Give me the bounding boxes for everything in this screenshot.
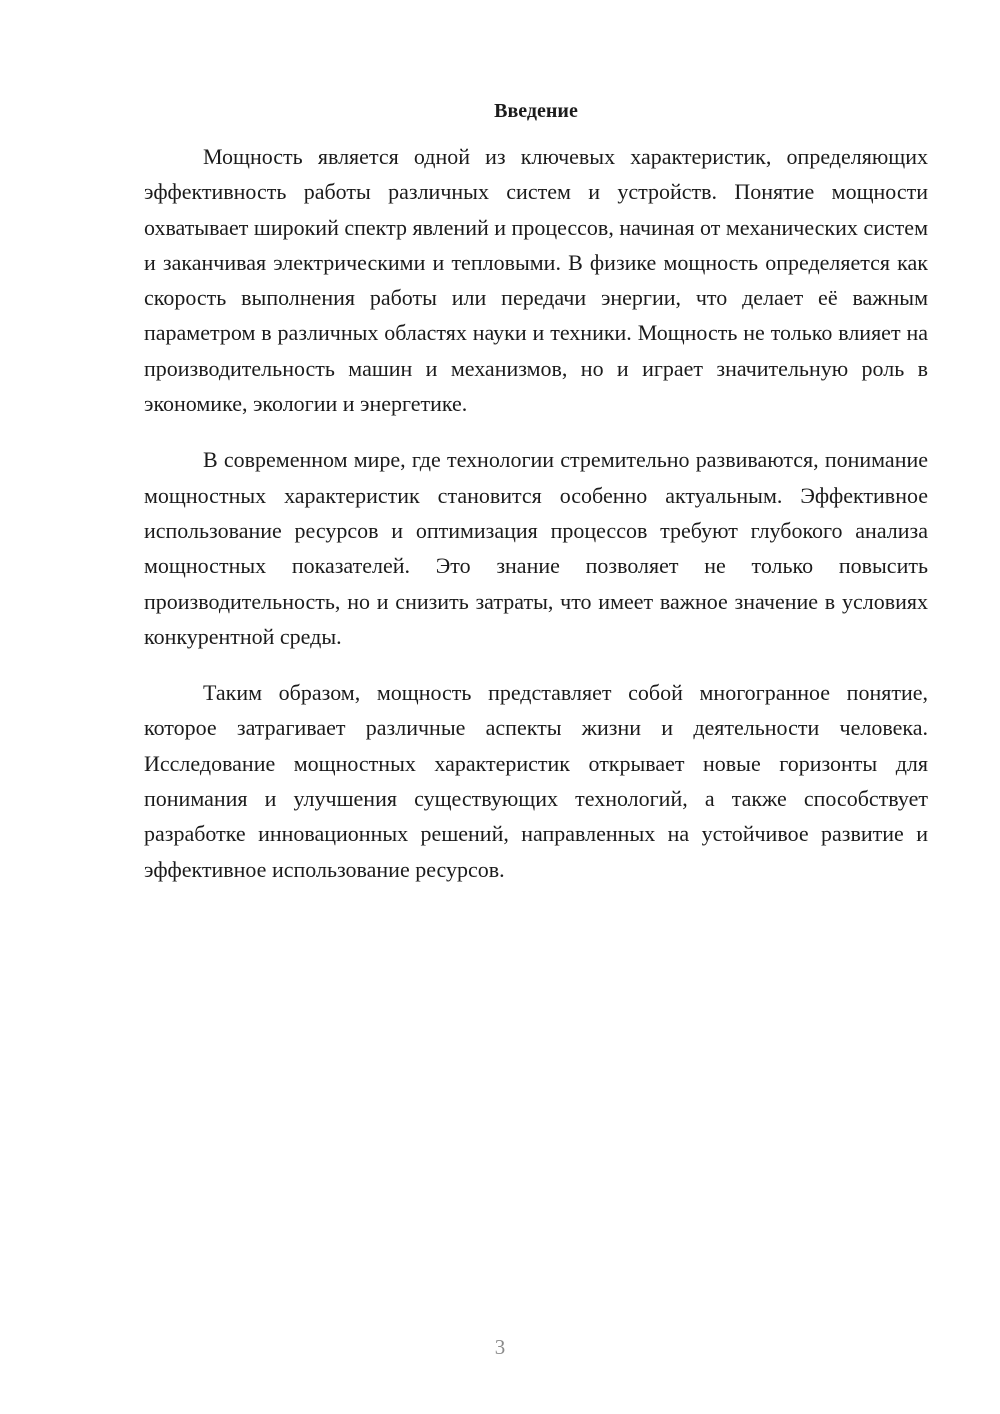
- paragraph-1: Мощность является одной из ключевых характеристик, определяющих эффективность работы различных систем и устройств. Понятие мощности охватывает широкий спектр явлений и процессов, начиная от механических систем и заканчивая электрическими и тепловыми. В физике мощность определяется как скорость выполнения работы или передачи энергии, что делает её важным параметром в различных областях науки и техники. Мощность не только влияет на производительность машин и механизмов, но и играет значительную роль в экономике, экологии и энергетике.: [144, 144, 928, 417]
- section-heading: Введение: [494, 100, 578, 122]
- paragraph-3: Таким образом, мощность представляет собой многогранное понятие, которое затрагивает различные аспекты жизни и деятельности человека. Исследование мощностных характеристик открывает новые горизонты для понимания и улучшения существующих технологий, а также способствует разработке инновационных решений, направленных на устойчивое развитие и эффективное использование ресурсов.: [144, 680, 928, 882]
- page-number: 3: [494, 1335, 506, 1359]
- paragraph-2: В современном мире, где технологии стремительно развиваются, понимание мощностных характеристик становится особенно актуальным. Эффективное использование ресурсов и оптимизация процессов требуют глубокого анализа мощностных показателей. Это знание позволяет не только повысить производительность, но и снизить затраты, что имеет важное значение в условиях конкурентной среды.: [144, 447, 928, 649]
- page-content: [144, 93, 928, 908]
